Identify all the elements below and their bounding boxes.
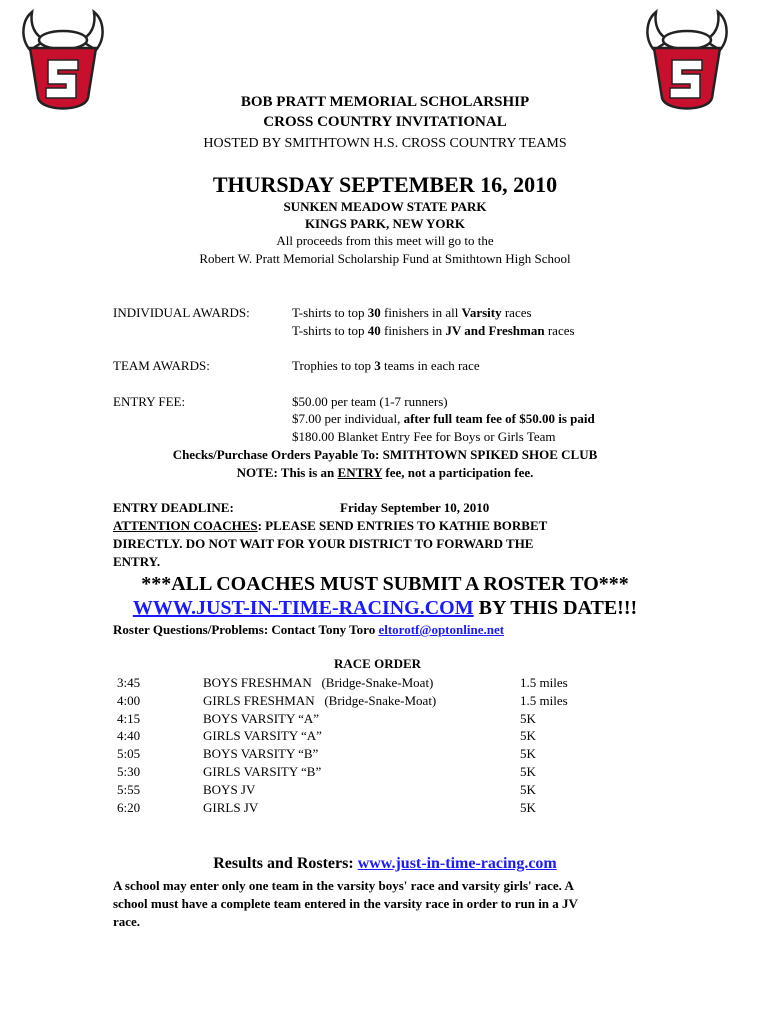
contact-email-link[interactable]: eltorotf@optonline.net [378, 622, 505, 637]
race-name: GIRLS VARSITY “B” [203, 764, 322, 779]
race-time: 5:30 [117, 764, 141, 779]
race-distance: 5K [520, 764, 536, 779]
team-awards-text: Trophies to top 3 teams in each race [292, 358, 480, 373]
race-time: 5:05 [117, 746, 141, 762]
race-time: 4:15 [117, 710, 141, 726]
race-name: BOYS JV [203, 781, 256, 797]
footer-note-line-2: school must have a complete team entered in the varsity race in order to run in a JV [113, 896, 578, 911]
race-distance: 5K [520, 746, 536, 762]
entry-deadline-date: Friday September 10, 2010 [340, 500, 490, 515]
race-time: 6:20 [117, 799, 141, 815]
entry-deadline-label: ENTRY DEADLINE: [113, 500, 234, 515]
race-distance: 1.5 miles [520, 692, 568, 708]
fee-line-3: $180.00 Blanket Entry Fee for Boys or Girls Team [292, 429, 556, 444]
race-name: GIRLS FRESHMAN (Bridge-Snake-Moat) [203, 692, 437, 708]
hosted-by: HOSTED BY SMITHTOWN H.S. CROSS COUNTRY TEAMS [203, 136, 567, 151]
race-time: 3:45 [117, 675, 141, 690]
event-date: THURSDAY SEPTEMBER 16, 2010 [212, 172, 558, 197]
checks-payable: Checks/Purchase Orders Payable To: SMITHTOWN SPIKED SHOE CLUB [172, 447, 598, 462]
team-awards-label: TEAM AWARDS: [113, 358, 210, 373]
roster-url-line: WWW.JUST-IN-TIME-RACING.COM BY THIS DATE!!! [132, 597, 638, 619]
individual-awards-line-1: T-shirts to top 30 finishers in all Varsity races [292, 305, 532, 320]
race-name: BOYS VARSITY “A” [203, 710, 320, 726]
race-time: 4:00 [117, 692, 141, 708]
roster-headline: ***ALL COACHES MUST SUBMIT A ROSTER TO*** [141, 573, 629, 595]
race-name: BOYS FRESHMAN (Bridge-Snake-Moat) [203, 675, 434, 690]
race-order-heading: RACE ORDER [334, 656, 422, 671]
attention-line-2: DIRECTLY. DO NOT WAIT FOR YOUR DISTRICT TO FORWARD THE [113, 536, 534, 551]
race-distance: 1.5 miles [520, 675, 568, 690]
race-time: 5:55 [117, 781, 141, 797]
race-distance: 5K [520, 799, 536, 815]
results-line: Results and Rosters: www.just-in-time-racing.com [213, 855, 557, 872]
attention-line-3: ENTRY. [113, 554, 161, 569]
fee-line-1: $50.00 per team (1-7 runners) [292, 394, 448, 409]
entry-fee-label: ENTRY FEE: [113, 394, 186, 409]
roster-contact: Roster Questions/Problems: Contact Tony Toro eltorotf@optonline.net [113, 622, 505, 637]
attention-coaches: ATTENTION COACHES: PLEASE SEND ENTRIES TO KATHIE BORBET [113, 518, 548, 533]
individual-awards-line-2: T-shirts to top 40 finishers in JV and Freshman races [292, 323, 575, 338]
results-url-link[interactable]: www.just-in-time-racing.com [357, 855, 557, 872]
location: KINGS PARK, NEW YORK [304, 216, 466, 231]
footer-note-line-1: A school may enter only one team in the varsity boys' race and varsity girls' race. A [113, 878, 574, 893]
race-name: GIRLS VARSITY “A” [203, 728, 322, 744]
race-name: BOYS VARSITY “B” [203, 746, 319, 762]
roster-url-link[interactable]: WWW.JUST-IN-TIME-RACING.COM [132, 597, 474, 619]
title-line-2: CROSS COUNTRY INVITATIONAL [263, 114, 507, 130]
proceeds-line-2: Robert W. Pratt Memorial Scholarship Fund at Smithtown High School [199, 251, 571, 266]
race-name: GIRLS JV [203, 799, 259, 815]
individual-awards-label: INDIVIDUAL AWARDS: [113, 305, 250, 320]
race-time: 4:40 [117, 728, 141, 744]
proceeds-line-1: All proceeds from this meet will go to the [276, 233, 494, 248]
title-line-1: BOB PRATT MEMORIAL SCHOLARSHIP [240, 94, 530, 110]
fee-note: NOTE: This is an ENTRY fee, not a participation fee. [236, 465, 534, 480]
race-distance: 5K [520, 781, 536, 797]
venue: SUNKEN MEADOW STATE PARK [283, 199, 487, 214]
race-distance: 5K [520, 710, 536, 726]
fee-line-2: $7.00 per individual, after full team fee of $50.00 is paid [292, 411, 595, 426]
race-distance: 5K [520, 728, 536, 744]
footer-note-line-3: race. [113, 914, 141, 929]
